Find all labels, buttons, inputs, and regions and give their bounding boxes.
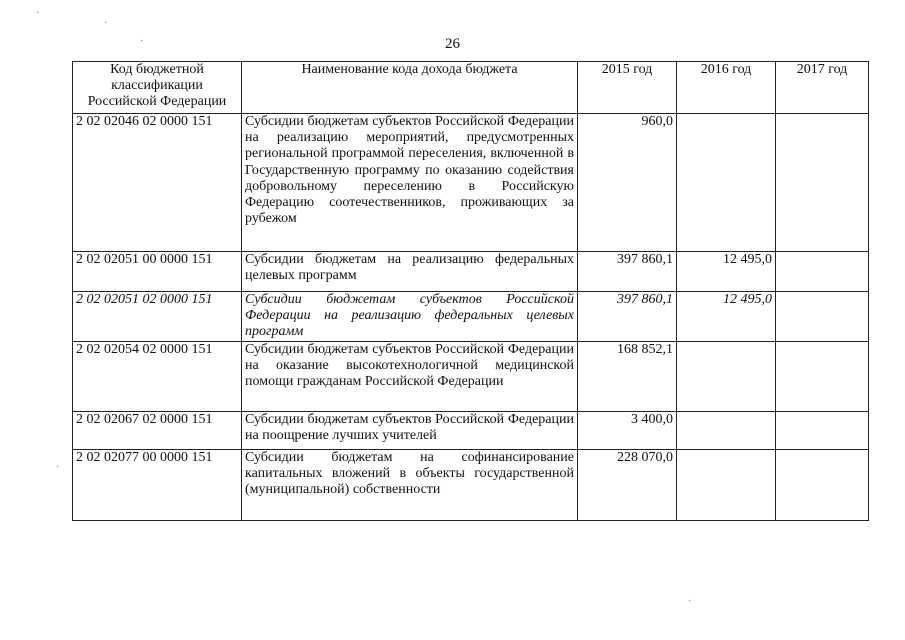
- row-value-2015: 228 070,0: [578, 450, 677, 521]
- table-header-row: [73, 62, 869, 114]
- row-name: Субсидии бюджетам субъектов Российской Федерации на поощрение лучших учителей: [242, 412, 578, 450]
- row-value-2016: 12 495,0: [677, 252, 776, 292]
- budget-income-table: [72, 61, 869, 521]
- row-value-2015: 397 860,1: [578, 252, 677, 292]
- row-name: Субсидии бюджетам на реализацию федеральных целевых программ: [242, 252, 578, 292]
- row-value-2015: 168 852,1: [578, 342, 677, 412]
- row-code: 2 02 02067 02 0000 151: [73, 412, 242, 450]
- row-value-2016: [677, 450, 776, 521]
- row-value-2015: 3 400,0: [578, 412, 677, 450]
- header-code: Код бюджетной классификации Российской Федерации: [73, 62, 242, 114]
- row-value-2015: 960,0: [578, 114, 677, 252]
- row-value-2016: [677, 342, 776, 412]
- row-name: Субсидии бюджетам субъектов Российской Федерации на оказание высокотехнологичной медицинской помощи гражданам Российской Федерации: [242, 342, 578, 412]
- table-row: [73, 252, 869, 292]
- row-code: 2 02 02051 02 0000 151: [73, 292, 242, 342]
- row-name: Субсидии бюджетам субъектов Российской Федерации на реализацию мероприятий, предусмотренных региональной программой переселения, включенной в Государственную программу по оказанию содействия добровольному переселению в Российскую Федерацию соотечественников, проживающих за рубежом: [242, 114, 578, 252]
- table-row: [73, 292, 869, 342]
- header-name: Наименование кода дохода бюджета: [242, 62, 578, 114]
- row-value-2017: [776, 342, 869, 412]
- row-value-2017: [776, 292, 869, 342]
- row-code: 2 02 02051 00 0000 151: [73, 252, 242, 292]
- table-row: [73, 450, 869, 521]
- row-code: 2 02 02046 02 0000 151: [73, 114, 242, 252]
- page-number: 26: [445, 36, 460, 52]
- scan-speck: ·: [104, 18, 108, 29]
- row-value-2016: 12 495,0: [677, 292, 776, 342]
- row-value-2017: [776, 252, 869, 292]
- row-value-2017: [776, 450, 869, 521]
- scan-speck: ·: [56, 462, 60, 473]
- scan-speck: ·: [688, 596, 692, 607]
- row-value-2017: [776, 114, 869, 252]
- table-row: [73, 114, 869, 252]
- row-value-2016: [677, 412, 776, 450]
- row-value-2015: 397 860,1: [578, 292, 677, 342]
- row-value-2016: [677, 114, 776, 252]
- row-name: Субсидии бюджетам на софинансирование капитальных вложений в объекты государственной (муниципальной) собственности: [242, 450, 578, 521]
- row-value-2017: [776, 412, 869, 450]
- scan-speck: ·: [140, 36, 144, 47]
- row-code: 2 02 02077 00 0000 151: [73, 450, 242, 521]
- scan-speck: ·: [36, 8, 40, 19]
- row-code: 2 02 02054 02 0000 151: [73, 342, 242, 412]
- header-2016: 2016 год: [677, 62, 776, 114]
- table-row: [73, 412, 869, 450]
- header-2015: 2015 год: [578, 62, 677, 114]
- header-2017: 2017 год: [776, 62, 869, 114]
- table-row: [73, 342, 869, 412]
- row-name: Субсидии бюджетам субъектов Российской Федерации на реализацию федеральных целевых программ: [242, 292, 578, 342]
